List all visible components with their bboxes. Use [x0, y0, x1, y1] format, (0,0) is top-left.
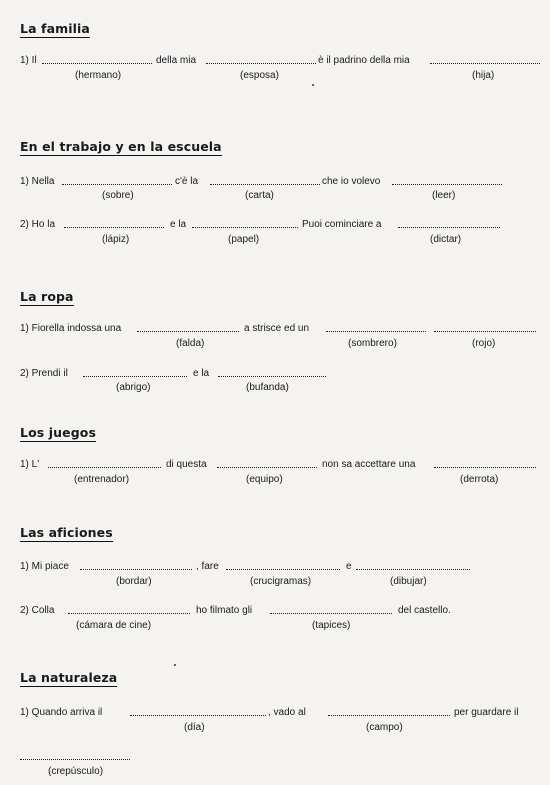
text-segment: e — [346, 561, 352, 572]
blank-line[interactable] — [80, 561, 192, 570]
blank-line[interactable] — [356, 561, 470, 570]
blank-line[interactable] — [328, 707, 450, 716]
hint-label: (leer) — [432, 190, 456, 201]
text-segment: 2) Prendi il — [20, 368, 68, 379]
blank-line[interactable] — [68, 605, 190, 614]
text-segment: , fare — [196, 561, 219, 572]
scan-speck — [312, 84, 314, 86]
blank-line[interactable] — [430, 55, 540, 64]
blank-line[interactable] — [20, 751, 130, 760]
blank-line[interactable] — [218, 368, 326, 377]
hint-label: (hija) — [472, 70, 495, 81]
hint-label: (lápiz) — [102, 234, 130, 245]
hint-label: (crucigramas) — [250, 576, 312, 587]
hint-label: (bordar) — [116, 576, 152, 587]
blank-line[interactable] — [434, 459, 536, 468]
blank-line[interactable] — [326, 323, 426, 332]
text-segment: è il padrino della mia — [318, 55, 410, 66]
text-segment: di questa — [166, 459, 207, 470]
blank-line[interactable] — [434, 323, 536, 332]
hint-label: (derrota) — [460, 474, 499, 485]
text-segment: 1) L' — [20, 459, 40, 470]
hint-label: (equipo) — [246, 474, 283, 485]
text-segment: del castello. — [398, 605, 451, 616]
text-segment: ho filmato gli — [196, 605, 253, 616]
text-segment: Puoi cominciare a — [302, 219, 382, 230]
section-heading-juegos: Los juegos — [20, 425, 96, 440]
blank-line[interactable] — [130, 707, 266, 716]
hint-label: (tapices) — [312, 620, 351, 631]
text-segment: per guardare il — [454, 707, 519, 718]
hint-label: (crepúsculo) — [48, 766, 104, 777]
hint-label: (hermano) — [75, 70, 122, 81]
blank-line[interactable] — [137, 323, 239, 332]
hint-label: (abrigo) — [116, 382, 151, 393]
hint-label: (carta) — [245, 190, 274, 201]
text-segment: c'è la — [175, 176, 199, 187]
text-segment: 1) Mi piace — [20, 561, 69, 572]
hint-label: (dibujar) — [390, 576, 427, 587]
blank-line[interactable] — [210, 176, 320, 185]
blank-line[interactable] — [192, 219, 298, 228]
text-segment: , vado al — [268, 707, 306, 718]
text-segment: 1) Il — [20, 55, 37, 66]
text-segment: 2) Ho la — [20, 219, 56, 230]
hint-label: (esposa) — [240, 70, 279, 81]
text-segment: 1) Nella — [20, 176, 55, 187]
section-heading-aficiones: Las aficiones — [20, 525, 113, 540]
blank-line[interactable] — [270, 605, 392, 614]
hint-label: (bufanda) — [246, 382, 289, 393]
text-segment: 1) Fiorella indossa una — [20, 323, 122, 334]
blank-line[interactable] — [206, 55, 316, 64]
blank-line[interactable] — [217, 459, 317, 468]
blank-line[interactable] — [83, 368, 187, 377]
text-segment: non sa accettare una — [322, 459, 416, 470]
blank-line[interactable] — [392, 176, 502, 185]
blank-line[interactable] — [64, 219, 164, 228]
hint-label: (falda) — [176, 338, 205, 349]
hint-label: (entrenador) — [74, 474, 130, 485]
text-segment: e la — [170, 219, 187, 230]
text-segment: che io volevo — [322, 176, 381, 187]
text-segment: a strisce ed un — [244, 323, 310, 334]
hint-label: (dictar) — [430, 234, 462, 245]
hint-label: (sobre) — [102, 190, 134, 201]
blank-line[interactable] — [48, 459, 161, 468]
hint-label: (día) — [184, 722, 205, 733]
hint-label: (campo) — [366, 722, 403, 733]
blank-line[interactable] — [226, 561, 340, 570]
hint-label: (papel) — [228, 234, 260, 245]
blank-line[interactable] — [398, 219, 500, 228]
text-segment: della mia — [156, 55, 197, 66]
section-heading-ropa: La ropa — [20, 289, 74, 304]
section-heading-naturaleza: La naturaleza — [20, 670, 118, 685]
scan-speck — [174, 664, 176, 666]
text-segment: 2) Colla — [20, 605, 55, 616]
text-segment: e la — [193, 368, 210, 379]
hint-label: (sombrero) — [348, 338, 397, 349]
section-heading-familia: La familia — [20, 21, 90, 36]
blank-line[interactable] — [62, 176, 172, 185]
blank-line[interactable] — [42, 55, 152, 64]
section-heading-trabajo: En el trabajo y en la escuela — [20, 139, 222, 154]
text-segment: 1) Quando arriva il — [20, 707, 103, 718]
hint-label: (rojo) — [472, 338, 496, 349]
hint-label: (cámara de cine) — [76, 620, 152, 631]
